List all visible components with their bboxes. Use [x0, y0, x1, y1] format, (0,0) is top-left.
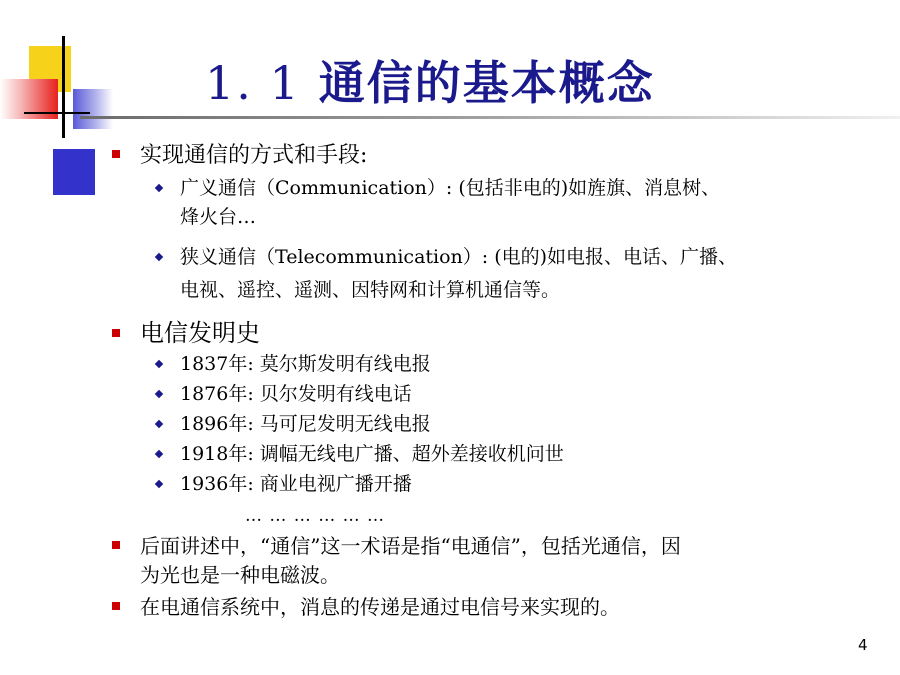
square-bullet-icon: [112, 150, 120, 158]
diamond-bullet-icon: [155, 253, 163, 261]
diamond-bullet-icon: [155, 184, 163, 192]
square-bullet-icon: [112, 329, 120, 337]
diamond-bullet-icon: [155, 360, 163, 368]
title-number: 1. 1: [205, 56, 301, 110]
history-item: 1918年: 调幅无线电广播、超外差接收机问世: [180, 440, 564, 469]
title-text: 通信的基本概念: [318, 56, 655, 110]
history-item: 1837年: 莫尔斯发明有线电报: [180, 350, 431, 379]
logo-blue-square: [53, 149, 95, 195]
diamond-bullet-icon: [155, 450, 163, 458]
slide-title: [205, 47, 655, 113]
sub-bullet-broad: 广义通信（Communication）: (包括非电的)如旌旗、消息树、 烽火台…: [180, 174, 720, 231]
title-underline: [80, 116, 900, 119]
logo-horizontal-line: [24, 112, 90, 114]
sub-bullet-narrow: 狭义通信（Telecommunication）: (电的)如电报、电话、广播、 电视、遥控、遥测、因特网和计算机通信等。: [180, 241, 737, 308]
page-number: 4: [858, 636, 868, 654]
bullet-note: 后面讲述中，“通信”这一术语是指“电通信”，包括光通信，因 为光也是一种电磁波。: [140, 532, 681, 590]
history-item: 1936年: 商业电视广播开播: [180, 470, 412, 499]
square-bullet-icon: [112, 602, 120, 610]
logo-blue-gradient: [73, 89, 113, 129]
diamond-bullet-icon: [155, 420, 163, 428]
bullet-note: 在电通信系统中，消息的传递是通过电信号来实现的。: [140, 593, 620, 622]
diamond-bullet-icon: [155, 480, 163, 488]
bullet-history-heading: 电信发明史: [140, 318, 260, 348]
square-bullet-icon: [112, 541, 120, 549]
history-item: 1876年: 贝尔发明有线电话: [180, 380, 412, 409]
diamond-bullet-icon: [155, 390, 163, 398]
history-ellipsis: … … … … … …: [245, 506, 386, 526]
logo-vertical-line: [62, 36, 65, 138]
history-item: 1896年: 马可尼发明无线电报: [180, 410, 431, 439]
bullet-methods-heading: 实现通信的方式和手段:: [140, 142, 367, 170]
